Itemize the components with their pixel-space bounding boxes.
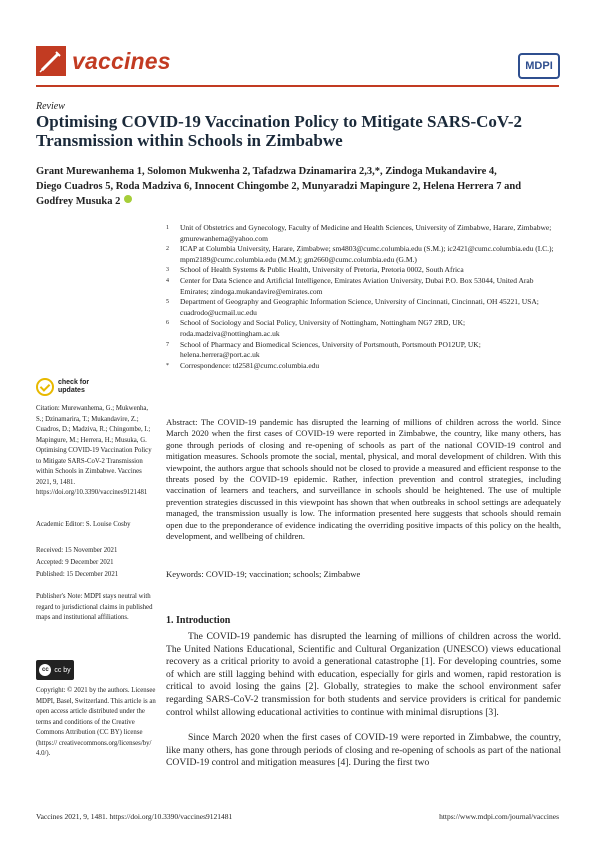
orcid-icon[interactable] (124, 195, 132, 203)
affiliation-number: 4 (166, 277, 169, 284)
article-type: Review (36, 101, 65, 112)
footer-citation: Vaccines 2021, 9, 1481. https://doi.org/10.3390/vaccines9121481 (36, 812, 233, 821)
affiliation-number: 2 (166, 246, 169, 253)
affiliation-number: * (166, 362, 169, 369)
author-list (36, 164, 561, 209)
affiliation (166, 340, 561, 361)
footer-url[interactable]: https://www.mdpi.com/journal/vaccines (439, 812, 559, 821)
publisher-note: Publisher's Note: MDPI stays neutral with regard to jurisdictional claims in published maps and institutional affiliations. (36, 593, 153, 621)
affiliations (166, 223, 561, 371)
affiliation-number: 7 (166, 341, 169, 348)
article-title: Optimising COVID-19 Vaccination Policy to Mitigate SARS-CoV-2 Transmission within Schools in Zimbabwe (36, 112, 523, 150)
affiliation-text: School of Health Systems & Public Health, University of Pretoria, Pretoria 0002, South Africa (180, 265, 464, 275)
affiliation-text: ICAP at Columbia University, Harare, Zimbabwe; sm4803@cumc.columbia.edu (S.M.); ic2421@cumc.columbia.edu (I.C.); mpm2189@cumc.columbia.edu (M.M.); gm2660@cumc.columbia.edu (G.M.) (180, 244, 554, 264)
affiliation-text: School of Pharmacy and Biomedical Sciences, University of Portsmouth, Portsmouth PO12UP, UK; helena.herrera@port.ac.uk (180, 339, 481, 360)
journal-name: vaccines (72, 48, 171, 74)
accepted-date: Accepted: 9 December 2021 (36, 559, 114, 566)
vaccines-logo-icon (36, 46, 66, 76)
author-line: Grant Murewanhema 1, Solomon Mukwenha 2, Tafadzwa Dzinamarira 2,3,*, Zindoga Mukandavire 4, (36, 166, 497, 177)
affiliation-number: 3 (166, 267, 169, 274)
affiliation (166, 223, 561, 244)
affiliation (166, 297, 561, 318)
affiliation-number: 5 (166, 299, 169, 306)
mdpi-logo: MDPI (518, 53, 560, 79)
citation-block: Citation: Murewanhema, G.; Mukwenha, S.; Dzinamarira, T.; Mukandavire, Z.; Cuadros, D.; Madziva, R.; Chingombe, I.; Mapingure, M.; Herrera, H.; Musuka, G. Optimising COVID-19 Vaccination Policy to Mitigate SARS-CoV-2 Transmission within Schools in Zimbabwe. Vaccines 2021, 9, 1481. https://doi.org/10.3390/vaccines9121481 (36, 405, 152, 496)
affiliation-number: 1 (166, 225, 169, 231)
cc-by-badge[interactable] (36, 660, 74, 680)
affiliation-text: Department of Geography and Geographic Information Science, University of Cincinnati, Cincinnati, OH 45221, USA; cuadrodo@ucmail.uc.edu (180, 297, 539, 317)
check-updates-icon (36, 378, 54, 396)
author-line: Diego Cuadros 5, Roda Madziva 6, Innocent Chingombe 2, Munyaradzi Mapingure 2, Helena Herrera 7 and (36, 181, 522, 192)
section-heading: 1. Introduction (166, 615, 231, 626)
academic-editor: Academic Editor: S. Louise Cosby (36, 521, 131, 528)
cc-icon: cc (39, 664, 51, 676)
affiliation (166, 276, 561, 297)
author-line (36, 194, 561, 209)
check-for-updates-button[interactable] (36, 377, 156, 397)
header-rule (36, 85, 559, 87)
copyright-notice: Copyright: © 2021 by the authors. Licensee MDPI, Basel, Switzerland. This article is an open access article distributed under the terms and conditions of the Creative Commons Attribution (CC BY) license (https:// creativecommons.org/licenses/by/ 4.0/). (36, 687, 156, 757)
check-updates-label: check for updates (58, 379, 90, 394)
received-date: Received: 15 November 2021 (36, 547, 118, 554)
abstract: Abstract: The COVID-19 pandemic has disrupted the learning of millions of children across the world. Since March 2020 when the first cases of COVID-19 were reported in Zimbabwe, the country, like many others, has gone through periods of closing and re-opening of schools as part of the national COVID-19 control and mitigation measures. Schools promote the social, mental, physical, and moral development of children. With this viewpoint, the authors argue that schools should not be closed to provide a measured and efficient response to the threats posed by the COVID-19 epidemic. Rather, infection prevention and control strategies, including vaccination of learners and teachers, and surveillance in schools should be heightened. The use of multiple prevention strategies discussed in this viewpoint has shown that when outbreaks in school settings are adequately managed, the transmission usually is low. The information presented here suggests that schools should remain open due to the preponderance of evidence indicating the overriding positive impacts of this policy on the health, development, and wellbeing of children. (166, 417, 561, 542)
author-name: Godfrey Musuka 2 (36, 196, 121, 207)
affiliation-text: School of Sociology and Social Policy, University of Nottingham, Nottingham NG7 2RD, UK; roda.madziva@nottingham.ac.uk (180, 318, 466, 338)
affiliation (166, 318, 561, 339)
paragraph: The COVID-19 pandemic has disrupted the learning of millions of children across the world. The United Nations Educational, Scientific and Cultural Organization (UNESCO) views educational recovery as a critical priority to avoid a generational catastrophe [1]. For developing countries, some of which are still lagging behind with education, especially for girls and women, rapid restoration is critical to avoid losing the gains [2]. Globally, strategies to make the school environment safer regarding SARS-CoV-2 transmission for both students and service providers is critical for pandemic control whilst allowing educational activities to continue with minimal disruptions [3]. (166, 631, 561, 718)
paragraph: Since March 2020 when the first cases of COVID-19 were reported in Zimbabwe, the country, like many others, has gone through periods of closing and re-opening of schools as part of the national COVID-19 control and mitigation measures [4]. During the first two (166, 732, 561, 769)
affiliation (166, 244, 561, 265)
published-date: Published: 15 December 2021 (36, 571, 119, 578)
affiliation-text: Center for Data Science and Artificial Intelligence, Emirates Aviation University, Dubai P.O. Box 53044, United Arab Emirates; zindoga.mukandavire@emirates.com (180, 275, 534, 296)
affiliation-text: Correspondence: td2581@cumc.columbia.edu (180, 360, 320, 370)
cc-label: cc by (54, 666, 71, 674)
affiliation-number: 6 (166, 320, 169, 327)
keywords: Keywords: COVID-19; vaccination; schools; Zimbabwe (166, 569, 361, 579)
affiliation (166, 265, 561, 276)
affiliation-text: Unit of Obstetrics and Gynecology, Faculty of Medicine and Health Sciences, University of Zimbabwe, Harare, Zimbabwe; gmurewanhema@yahoo.com (180, 223, 552, 243)
correspondence (166, 361, 561, 372)
